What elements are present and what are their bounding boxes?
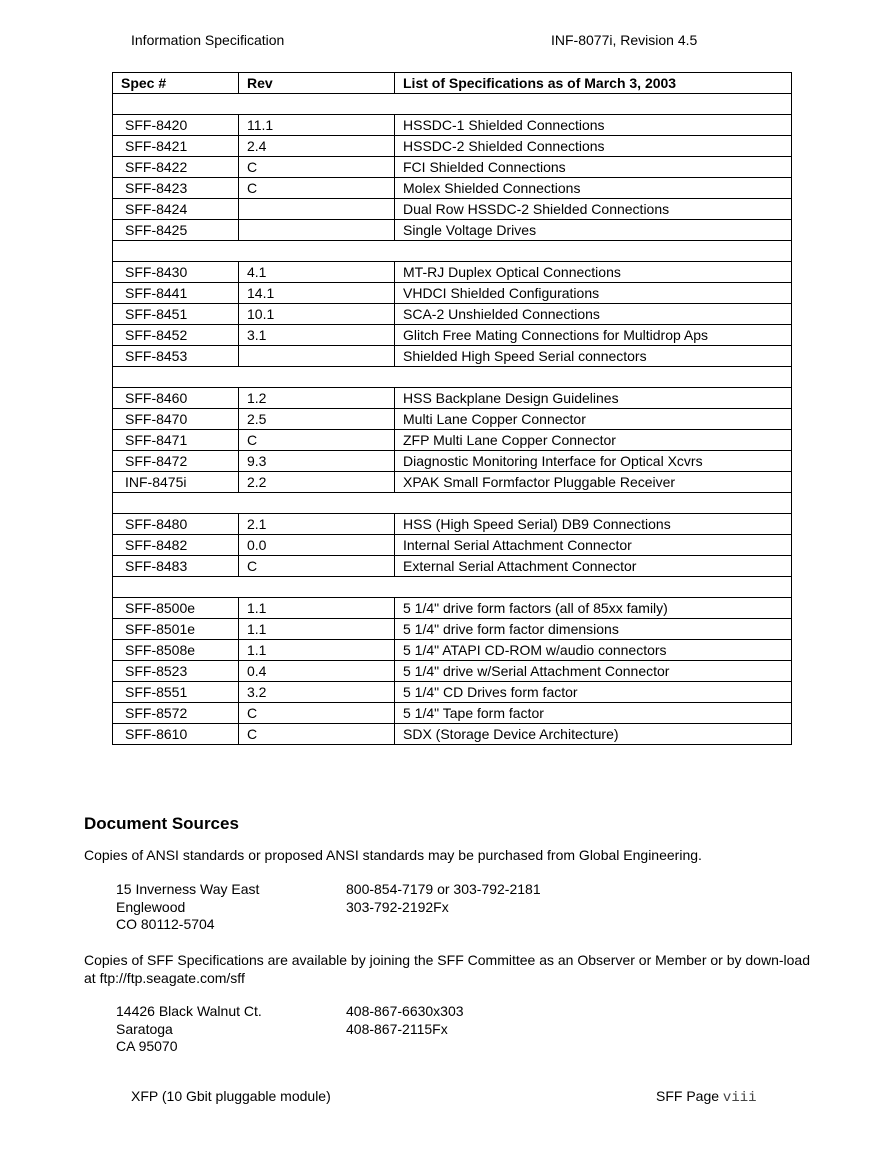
separator-cell <box>113 493 792 514</box>
footer-page-numeral: viii <box>722 1090 757 1106</box>
revision-cell <box>239 346 395 367</box>
revision-cell: 9.3 <box>239 451 395 472</box>
table-row <box>113 388 792 409</box>
address-line: Saratoga <box>116 1020 173 1037</box>
revision-cell: C <box>239 703 395 724</box>
spec-number-cell: SFF-8610 <box>113 724 239 745</box>
revision-cell: 14.1 <box>239 283 395 304</box>
revision-cell: 3.1 <box>239 325 395 346</box>
table-row <box>113 535 792 556</box>
table-row <box>113 430 792 451</box>
spec-number-cell: SFF-8572 <box>113 703 239 724</box>
spec-number-cell: SFF-8441 <box>113 283 239 304</box>
spec-title-cell: SCA-2 Unshielded Connections <box>395 304 792 325</box>
spec-title-cell: HSSDC-1 Shielded Connections <box>395 115 792 136</box>
table-row <box>113 682 792 703</box>
footer-page-label: SFF Page <box>656 1088 720 1104</box>
spec-title-cell: Diagnostic Monitoring Interface for Optical Xcvrs <box>395 451 792 472</box>
phone-line: 408-867-6630x303 <box>346 1003 464 1019</box>
phone-line: 800-854-7179 or 303-792-2181 <box>346 881 541 897</box>
spec-number-cell: SFF-8451 <box>113 304 239 325</box>
spec-title-cell: External Serial Attachment Connector <box>395 556 792 577</box>
revision-cell <box>239 199 395 220</box>
table-body <box>113 94 792 745</box>
header-doc-title: Information Specification <box>131 32 285 48</box>
table-row <box>113 283 792 304</box>
separator-cell <box>113 94 792 115</box>
table-row <box>113 136 792 157</box>
spec-title-cell: Multi Lane Copper Connector <box>395 409 792 430</box>
revision-cell: C <box>239 157 395 178</box>
spec-number-cell: SFF-8472 <box>113 451 239 472</box>
revision-cell: 2.5 <box>239 409 395 430</box>
table-row <box>113 157 792 178</box>
footer-doc-name: XFP (10 Gbit pluggable module) <box>131 1088 331 1104</box>
sff-sources-paragraph: Copies of SFF Specifications are available by joining the SFF Committee as an Observer or Member or by down-load at ftp://ftp.seagate.com/sff <box>84 952 810 986</box>
table-row <box>113 304 792 325</box>
spec-title-cell: XPAK Small Formfactor Pluggable Receiver <box>395 472 792 493</box>
table-row <box>113 199 792 220</box>
revision-cell: 0.0 <box>239 535 395 556</box>
spec-number-cell: SFF-8424 <box>113 199 239 220</box>
revision-cell: 1.1 <box>239 640 395 661</box>
spec-title-cell: HSS (High Speed Serial) DB9 Connections <box>395 514 792 535</box>
spec-title-cell: Glitch Free Mating Connections for Multidrop Aps <box>395 325 792 346</box>
table-row <box>113 703 792 724</box>
revision-cell: 2.1 <box>239 514 395 535</box>
spec-number-cell: SFF-8420 <box>113 115 239 136</box>
spec-number-cell: SFF-8500e <box>113 598 239 619</box>
spec-number-cell: SFF-8453 <box>113 346 239 367</box>
table-group-separator <box>113 94 792 115</box>
spec-number-cell: SFF-8430 <box>113 262 239 283</box>
sff-phone-block <box>346 1003 464 1038</box>
header-doc-revision: INF-8077i, Revision 4.5 <box>551 32 698 48</box>
revision-cell: C <box>239 556 395 577</box>
revision-cell: 10.1 <box>239 304 395 325</box>
spec-number-cell: SFF-8460 <box>113 388 239 409</box>
spec-number-cell: SFF-8421 <box>113 136 239 157</box>
table-group-separator <box>113 367 792 388</box>
table-row <box>113 409 792 430</box>
table-row <box>113 661 792 682</box>
table-row <box>113 451 792 472</box>
revision-cell: 2.2 <box>239 472 395 493</box>
spec-number-cell: SFF-8425 <box>113 220 239 241</box>
table-group-separator <box>113 493 792 514</box>
column-header-spec: Spec # <box>113 73 239 94</box>
address-line: CO 80112-5704 <box>116 916 215 932</box>
revision-cell: 2.4 <box>239 136 395 157</box>
spec-number-cell: SFF-8551 <box>113 682 239 703</box>
spec-title-cell: 5 1/4" CD Drives form factor <box>395 682 792 703</box>
table-row <box>113 472 792 493</box>
ansi-phone-block <box>346 881 541 916</box>
spec-number-cell: SFF-8483 <box>113 556 239 577</box>
spec-title-cell: Shielded High Speed Serial connectors <box>395 346 792 367</box>
spec-title-cell: MT-RJ Duplex Optical Connections <box>395 262 792 283</box>
address-line: CA 95070 <box>116 1038 178 1054</box>
column-header-title: List of Specifications as of March 3, 2003 <box>395 73 792 94</box>
table-row <box>113 346 792 367</box>
section-title-document-sources: Document Sources <box>84 814 239 833</box>
spec-title-cell: 5 1/4" drive form factor dimensions <box>395 619 792 640</box>
phone-line: 408-867-2115Fx <box>346 1020 448 1037</box>
specifications-table <box>112 72 792 745</box>
spec-title-cell: 5 1/4" ATAPI CD-ROM w/audio connectors <box>395 640 792 661</box>
spec-title-cell: Internal Serial Attachment Connector <box>395 535 792 556</box>
table-row <box>113 325 792 346</box>
table-row <box>113 220 792 241</box>
revision-cell: 1.2 <box>239 388 395 409</box>
phone-line: 303-792-2192Fx <box>346 898 449 915</box>
address-line: Englewood <box>116 898 186 915</box>
spec-title-cell: 5 1/4" drive w/Serial Attachment Connector <box>395 661 792 682</box>
table-row <box>113 115 792 136</box>
spec-number-cell: SFF-8470 <box>113 409 239 430</box>
table-group-separator <box>113 241 792 262</box>
column-header-rev: Rev <box>239 73 395 94</box>
table-row <box>113 640 792 661</box>
spec-title-cell: FCI Shielded Connections <box>395 157 792 178</box>
spec-number-cell: SFF-8452 <box>113 325 239 346</box>
revision-cell <box>239 220 395 241</box>
table-group-separator <box>113 577 792 598</box>
separator-cell <box>113 367 792 388</box>
spec-title-cell: Molex Shielded Connections <box>395 178 792 199</box>
spec-title-cell: 5 1/4" drive form factors (all of 85xx family) <box>395 598 792 619</box>
table-row <box>113 178 792 199</box>
spec-number-cell: SFF-8501e <box>113 619 239 640</box>
spec-number-cell: SFF-8482 <box>113 535 239 556</box>
table-row <box>113 619 792 640</box>
revision-cell: 3.2 <box>239 682 395 703</box>
revision-cell: 1.1 <box>239 619 395 640</box>
separator-cell <box>113 577 792 598</box>
revision-cell: 11.1 <box>239 115 395 136</box>
spec-title-cell: 5 1/4" Tape form factor <box>395 703 792 724</box>
address-line: 15 Inverness Way East <box>116 881 260 897</box>
spec-title-cell: HSSDC-2 Shielded Connections <box>395 136 792 157</box>
revision-cell: C <box>239 178 395 199</box>
spec-number-cell: SFF-8423 <box>113 178 239 199</box>
footer-page-number <box>656 1088 757 1106</box>
sff-address-block <box>116 1003 262 1056</box>
spec-title-cell: ZFP Multi Lane Copper Connector <box>395 430 792 451</box>
table-row <box>113 556 792 577</box>
revision-cell: C <box>239 430 395 451</box>
spec-number-cell: SFF-8422 <box>113 157 239 178</box>
table-row <box>113 598 792 619</box>
revision-cell: 0.4 <box>239 661 395 682</box>
ansi-sources-paragraph: Copies of ANSI standards or proposed ANSI standards may be purchased from Global Engineering. <box>84 847 702 863</box>
revision-cell: C <box>239 724 395 745</box>
spec-number-cell: SFF-8480 <box>113 514 239 535</box>
spec-title-cell: HSS Backplane Design Guidelines <box>395 388 792 409</box>
separator-cell <box>113 241 792 262</box>
spec-title-cell: Dual Row HSSDC-2 Shielded Connections <box>395 199 792 220</box>
spec-title-cell: SDX (Storage Device Architecture) <box>395 724 792 745</box>
spec-number-cell: SFF-8508e <box>113 640 239 661</box>
table-row <box>113 724 792 745</box>
table-row <box>113 514 792 535</box>
spec-number-cell: INF-8475i <box>113 472 239 493</box>
ansi-address-block <box>116 881 259 934</box>
spec-number-cell: SFF-8471 <box>113 430 239 451</box>
revision-cell: 1.1 <box>239 598 395 619</box>
address-line: 14426 Black Walnut Ct. <box>116 1003 262 1019</box>
table-header-row <box>113 73 792 94</box>
revision-cell: 4.1 <box>239 262 395 283</box>
spec-title-cell: Single Voltage Drives <box>395 220 792 241</box>
spec-title-cell: VHDCI Shielded Configurations <box>395 283 792 304</box>
spec-number-cell: SFF-8523 <box>113 661 239 682</box>
table-row <box>113 262 792 283</box>
